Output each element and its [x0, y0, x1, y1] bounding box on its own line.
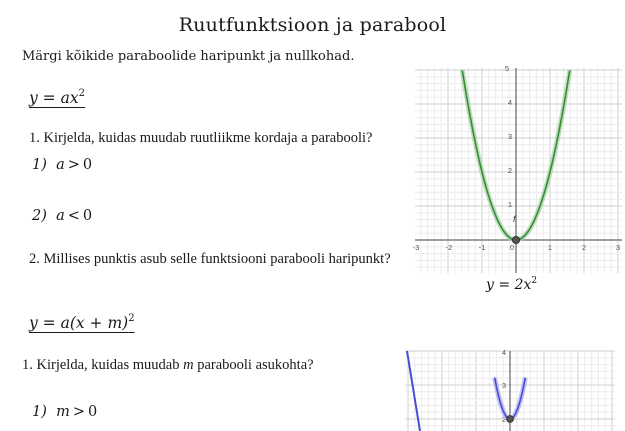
x-tick-label: 2 [581, 243, 587, 252]
case-value: 0 [88, 404, 98, 420]
x-tick-label: 1 [547, 243, 553, 252]
case-operator: > [67, 157, 80, 173]
y-tick-label: 3 [507, 132, 512, 141]
case-variable: m [56, 404, 70, 420]
parabola-graph-2 [405, 348, 615, 431]
point-label: f [513, 214, 516, 224]
section2-question1 [22, 357, 314, 374]
y-tick-label: 2 [507, 166, 512, 175]
vertex-point [507, 416, 514, 423]
formula-y-ax2 [29, 88, 85, 107]
y-tick-labels [505, 64, 512, 209]
case-m-positive [32, 404, 97, 420]
case-value: 0 [82, 208, 93, 224]
page-title: Ruutfunktsioon ja parabool [178, 14, 447, 36]
case-operator: > [72, 404, 86, 420]
case-variable: a [56, 208, 65, 224]
formula-base: y = ax [29, 89, 79, 107]
caption-base: y = 2x [486, 277, 532, 293]
question-variable: m [183, 357, 194, 373]
instruction-text: Märgi kõikide paraboolide haripunkt ja nullkohad. [22, 49, 355, 64]
question-text-end: parabooli asukohta? [197, 357, 314, 373]
x-tick-label: -1 [478, 243, 486, 252]
x-tick-label: 0 [509, 243, 515, 252]
case-variable: a [56, 157, 65, 173]
case-label: 1) [32, 404, 47, 420]
y-tick-label: 1 [507, 200, 512, 209]
case-a-negative [32, 208, 92, 224]
case-operator: < [67, 208, 80, 224]
caption-exponent: 2 [531, 276, 538, 286]
y-tick-label: 4 [501, 348, 506, 357]
formula-base: y = a(x + m) [29, 314, 129, 332]
case-label: 2) [32, 208, 47, 224]
x-tick-label: -3 [412, 243, 420, 252]
formula-exponent: 2 [78, 88, 85, 99]
y-tick-label: 2 [501, 415, 506, 424]
x-tick-label: 3 [615, 243, 621, 252]
vertex-point [512, 236, 519, 243]
section1-question2: 2. Millises punktis asub selle funktsiooni parabooli haripunkt? [29, 251, 391, 267]
x-tick-label: -2 [445, 243, 453, 252]
section1-question1: 1. Kirjelda, kuidas muudab ruutliikme kordaja a parabooli? [29, 130, 373, 146]
case-a-positive [32, 157, 92, 173]
y-tick-label: 5 [504, 64, 509, 73]
question-text-start: 1. Kirjelda, kuidas muudab [22, 357, 180, 373]
case-label: 1) [32, 157, 47, 173]
y-tick-label: 4 [507, 98, 512, 107]
formula-exponent: 2 [128, 313, 135, 324]
parabola-graph-1 [412, 64, 622, 273]
case-value: 0 [82, 157, 93, 173]
graph1-caption [486, 276, 537, 293]
formula-y-a-x-plus-m-2 [29, 313, 135, 332]
y-tick-label: 3 [501, 381, 506, 390]
